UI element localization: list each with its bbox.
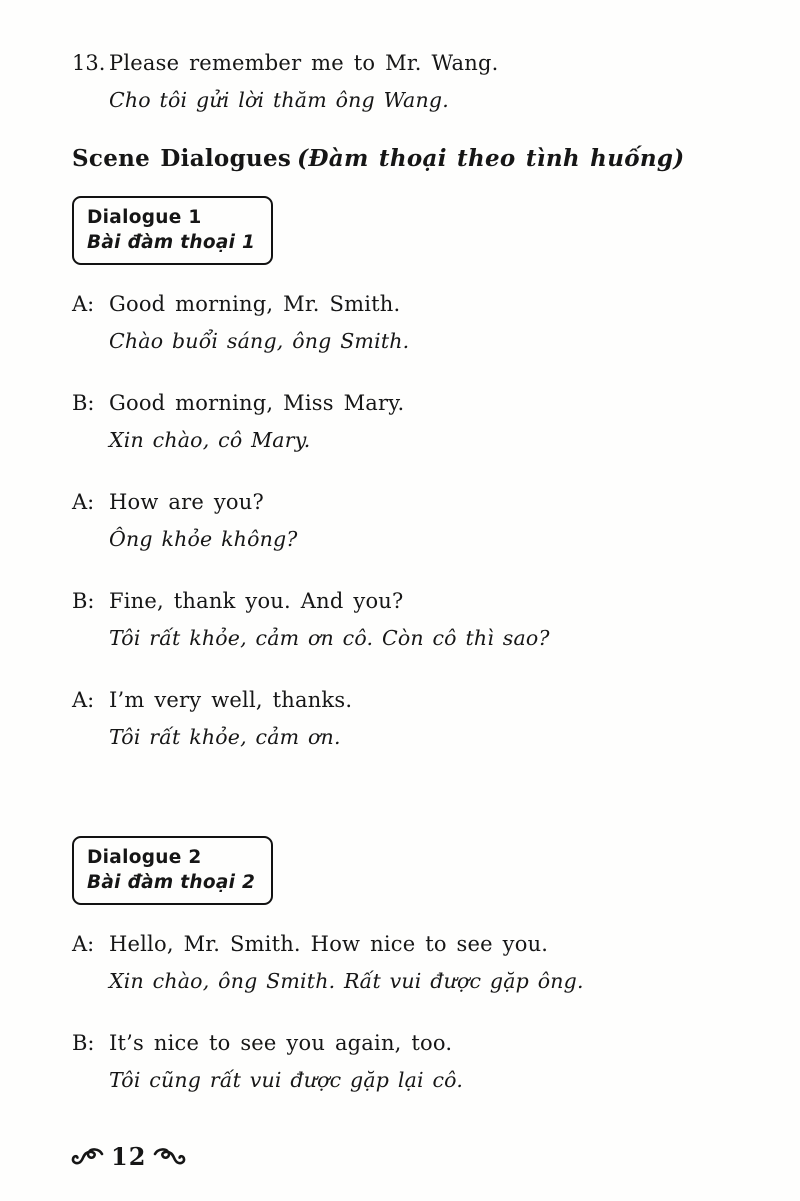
- dialogue-box-title: Dialogue 1: [87, 207, 202, 228]
- vietnamese-line: Ông khỏe không?: [109, 527, 298, 551]
- vietnamese-line: Chào buổi sáng, ông Smith.: [109, 329, 410, 353]
- vietnamese-line: Xin chào, cô Mary.: [109, 428, 311, 452]
- vietnamese-line: Tôi rất khỏe, cảm ơn cô. Còn cô thì sao?: [109, 626, 550, 650]
- english-line: I’m very well, thanks.: [109, 688, 353, 712]
- vietnamese-line: Tôi cũng rất vui được gặp lại cô.: [109, 1068, 464, 1092]
- line-text: [109, 291, 409, 354]
- dialogue-box-title: Dialogue 2: [87, 847, 202, 868]
- dialogue-2-lines: [72, 931, 720, 1093]
- line-text: [109, 931, 584, 994]
- english-line: Good morning, Miss Mary.: [109, 391, 405, 415]
- line-text: [109, 1030, 463, 1093]
- speaker-label: A:: [72, 932, 95, 956]
- page-footer: [70, 1142, 187, 1171]
- dialogue-1-lines: [72, 291, 720, 750]
- numbered-item-13: [72, 50, 720, 113]
- speaker-label: A:: [72, 490, 95, 514]
- dialogue-line: [72, 489, 720, 552]
- scroll-flourish-left-icon: [70, 1147, 104, 1167]
- line-text: [109, 687, 352, 750]
- english-line: Fine, thank you. And you?: [109, 589, 404, 613]
- dialogue-box-subtitle: Bài đàm thoại 2: [87, 872, 256, 893]
- line-text: [109, 489, 298, 552]
- dialogue-line: [72, 390, 720, 453]
- section-heading: [72, 145, 720, 172]
- english-line: Hello, Mr. Smith. How nice to see you.: [109, 932, 549, 956]
- section-heading-paren: (Đàm thoại theo tình huống): [297, 145, 685, 172]
- dialogue-line: [72, 1030, 720, 1093]
- dialogue-2-box: [72, 836, 273, 905]
- item-text: [109, 50, 498, 113]
- line-text: [109, 390, 404, 453]
- vietnamese-line: Tôi rất khỏe, cảm ơn.: [109, 725, 341, 749]
- scroll-flourish-right-icon: [153, 1147, 187, 1167]
- english-line: How are you?: [109, 490, 264, 514]
- dialogue-line: [72, 291, 720, 354]
- section-heading-main: Scene Dialogues: [72, 145, 292, 172]
- item-number: 13.: [72, 51, 106, 75]
- speaker-label: B:: [72, 391, 95, 415]
- speaker-label: B:: [72, 1031, 95, 1055]
- dialogue-box-subtitle: Bài đàm thoại 1: [87, 232, 256, 253]
- english-line: Please remember me to Mr. Wang.: [109, 51, 499, 75]
- speaker-label: A:: [72, 292, 95, 316]
- dialogue-line: [72, 588, 720, 651]
- vietnamese-line: Cho tôi gửi lời thăm ông Wang.: [109, 88, 449, 112]
- vietnamese-line: Xin chào, ông Smith. Rất vui được gặp ông.: [109, 969, 584, 993]
- page-number: 12: [111, 1142, 147, 1171]
- dialogue-line: [72, 687, 720, 750]
- line-text: [109, 588, 550, 651]
- dialogue-line: [72, 931, 720, 994]
- speaker-label: B:: [72, 589, 95, 613]
- speaker-label: A:: [72, 688, 95, 712]
- english-line: It’s nice to see you again, too.: [109, 1031, 453, 1055]
- dialogue-1-box: [72, 196, 273, 265]
- english-line: Good morning, Mr. Smith.: [109, 292, 401, 316]
